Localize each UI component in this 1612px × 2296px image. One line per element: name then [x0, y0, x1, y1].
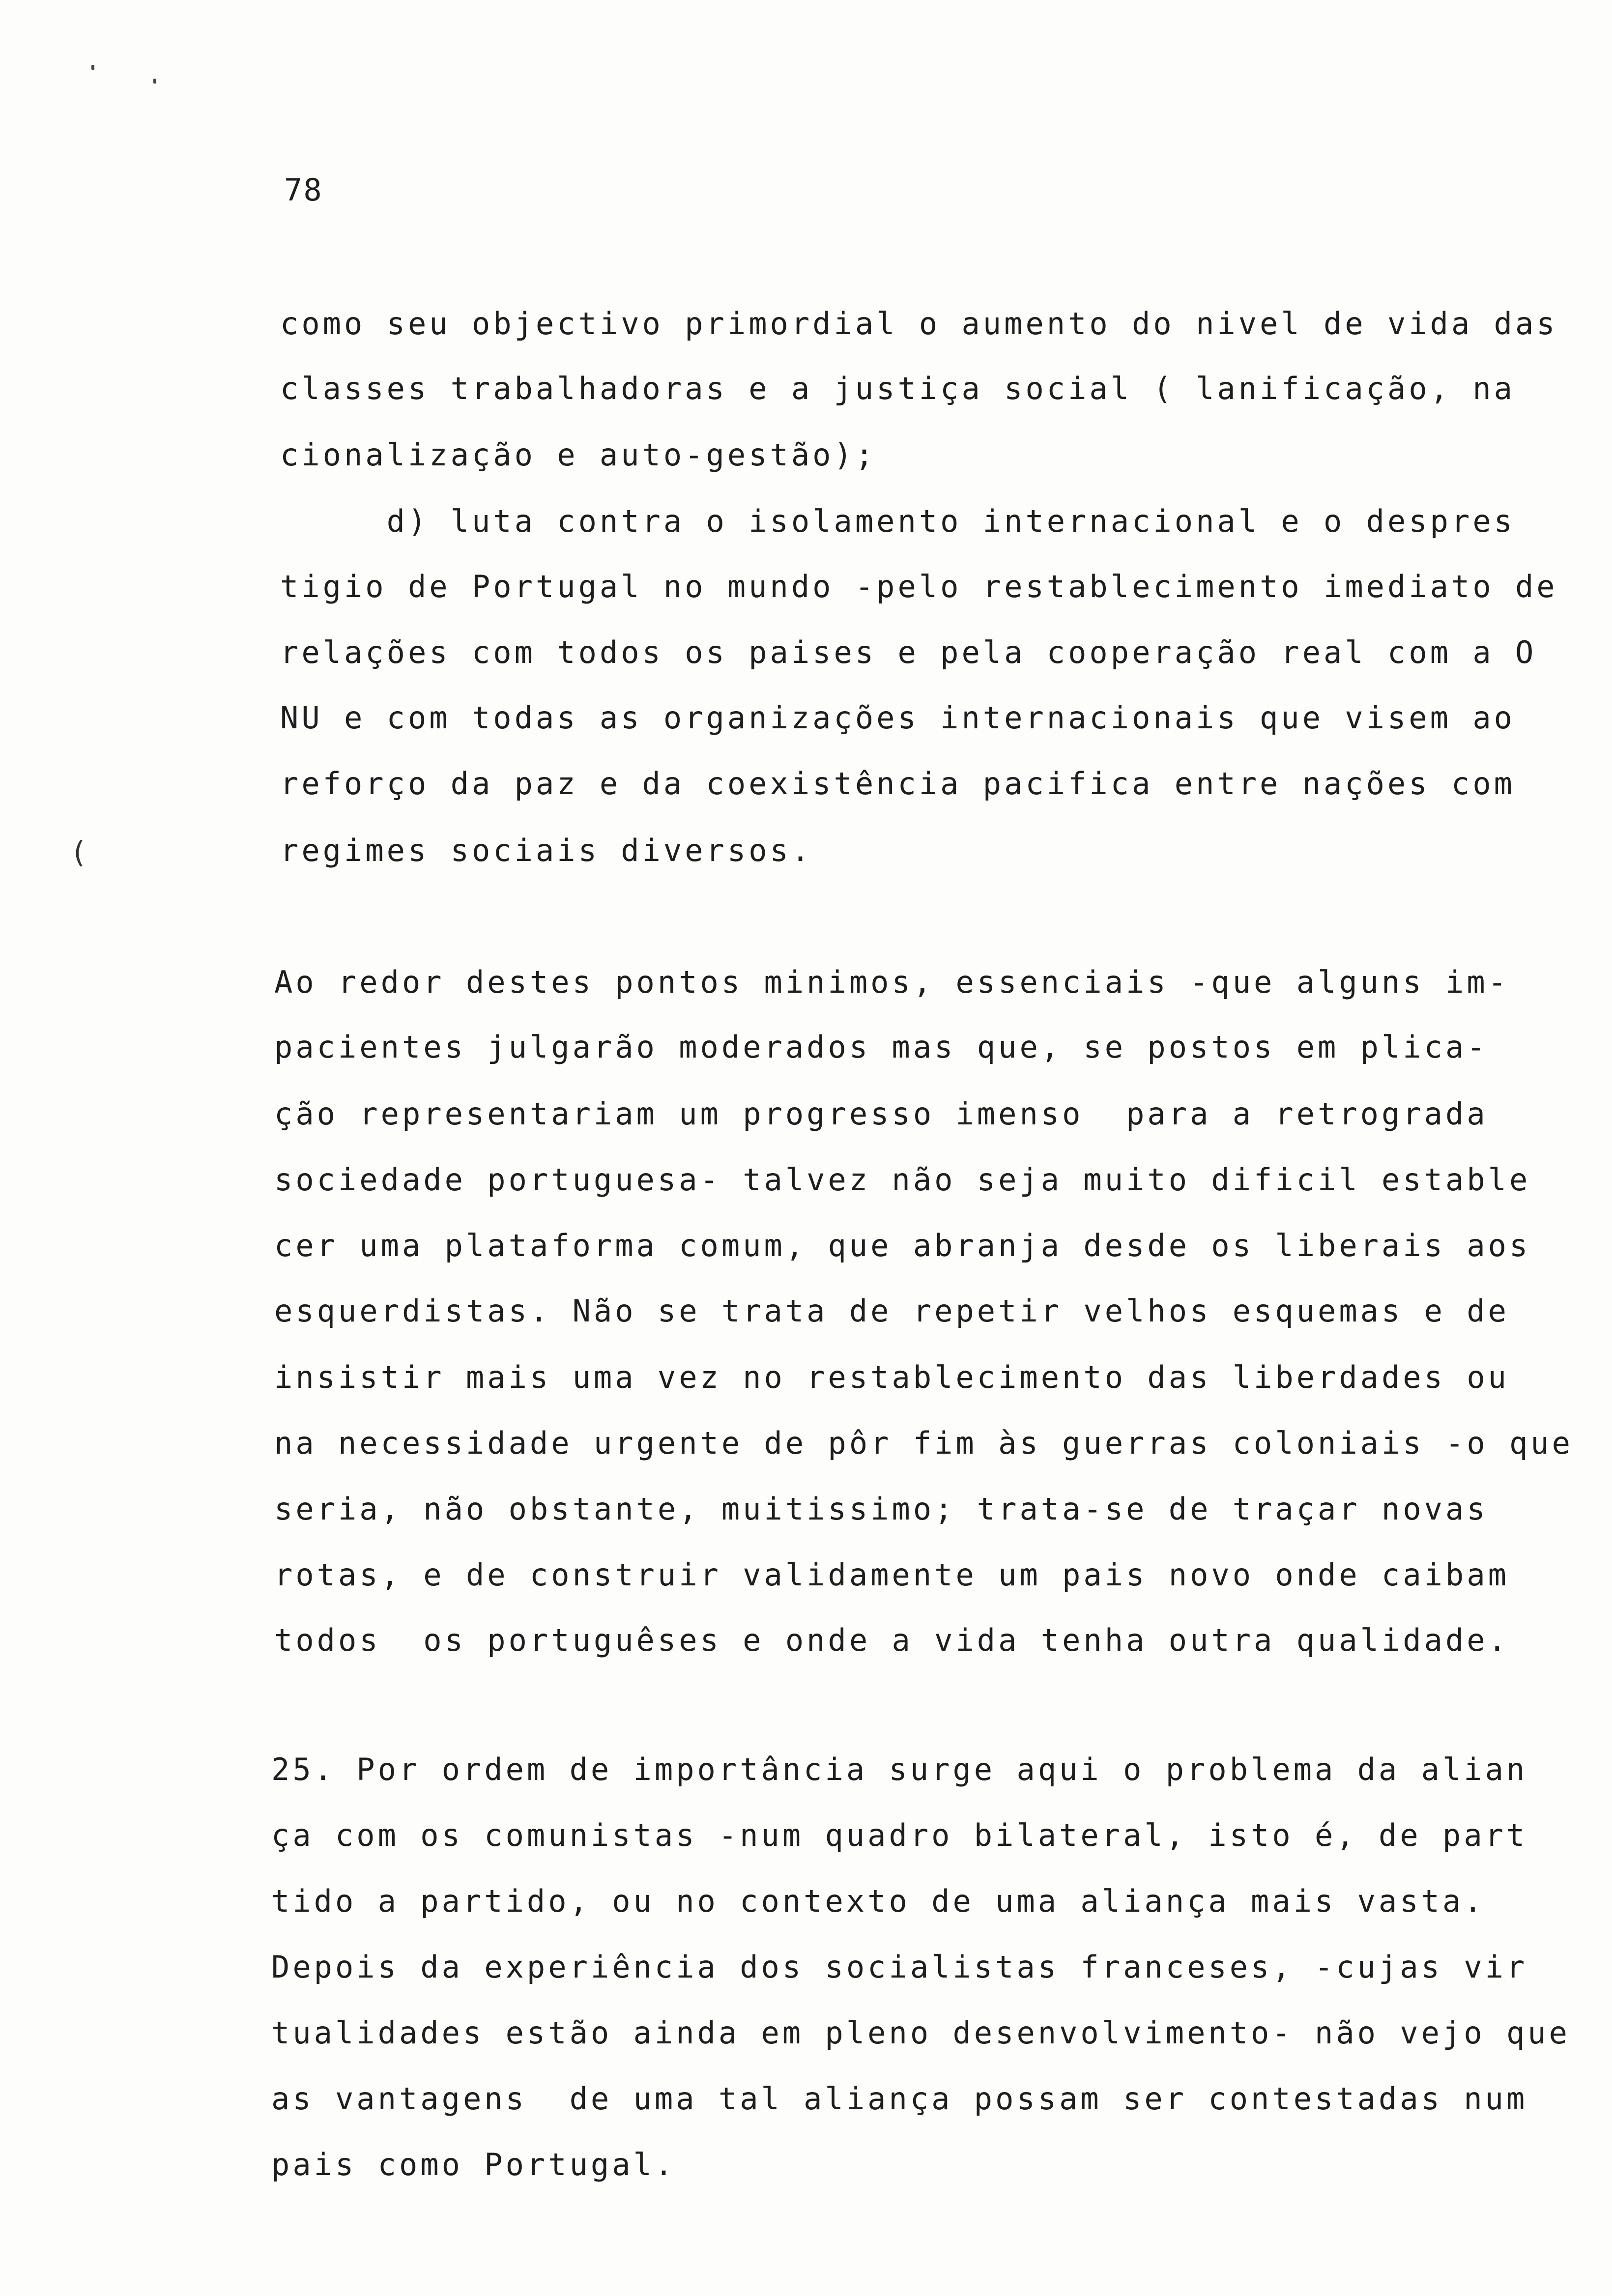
scan-speck: [153, 79, 156, 84]
text-line: Ao redor destes pontos minimos, essenciais -que alguns im-: [274, 964, 1509, 1000]
text-line: todos os portuguêses e onde a vida tenha outra qualidade.: [274, 1622, 1509, 1658]
text-line: regimes sociais diversos.: [280, 832, 813, 868]
text-line: cer uma plataforma comum, que abranja desde os liberais aos: [274, 1228, 1531, 1263]
page-number: 78: [284, 172, 323, 208]
text-line: Depois da experiência dos socialistas franceses, -cujas vir: [271, 1949, 1528, 1985]
text-line: NU e com todas as organizações internacionais que visem ao: [280, 700, 1515, 736]
text-line: pacientes julgarão moderados mas que, se postos em plica-: [274, 1029, 1488, 1065]
scan-speck: [91, 65, 94, 70]
text-line: sociedade portuguesa- talvez não seja muito dificil estable: [274, 1162, 1531, 1198]
text-line: d) luta contra o isolamento internacional e o despres: [280, 503, 1515, 539]
margin-mark: (: [70, 835, 88, 870]
text-line: na necessidade urgente de pôr fim às guerras coloniais -o que: [274, 1425, 1573, 1461]
text-line: tualidades estão ainda em pleno desenvolvimento- não vejo que: [271, 2015, 1570, 2051]
text-line: classes trabalhadoras e a justiça social ( lanificação, na: [280, 371, 1515, 406]
text-line: 25. Por ordem de importância surge aqui o problema da alian: [271, 1751, 1528, 1787]
text-line: cionalização e auto-gestão);: [280, 437, 877, 473]
text-line: reforço da paz e da coexistência pacifica entre nações com: [280, 766, 1515, 802]
text-line: esquerdistas. Não se trata de repetir velhos esquemas e de: [274, 1293, 1509, 1329]
text-line: seria, não obstante, muitissimo; trata-se de traçar novas: [274, 1491, 1488, 1527]
text-line: ção representariam um progresso imenso para a retrograda: [274, 1096, 1488, 1132]
text-line: pais como Portugal.: [271, 2147, 676, 2182]
text-line: relações com todos os paises e pela cooperação real com a O: [280, 634, 1537, 670]
text-line: as vantagens de uma tal aliança possam ser contestadas num: [271, 2081, 1528, 2117]
text-line: tido a partido, ou no contexto de uma aliança mais vasta.: [271, 1883, 1485, 1919]
text-line: ça com os comunistas -num quadro bilateral, isto é, de part: [271, 1817, 1528, 1853]
text-line: insistir mais uma vez no restablecimento das liberdades ou: [274, 1359, 1509, 1395]
text-line: como seu objectivo primordial o aumento do nivel de vida das: [280, 306, 1558, 342]
text-line: tigio de Portugal no mundo -pelo restablecimento imediato de: [280, 569, 1558, 604]
text-line: rotas, e de construir validamente um pais novo onde caibam: [274, 1557, 1509, 1593]
